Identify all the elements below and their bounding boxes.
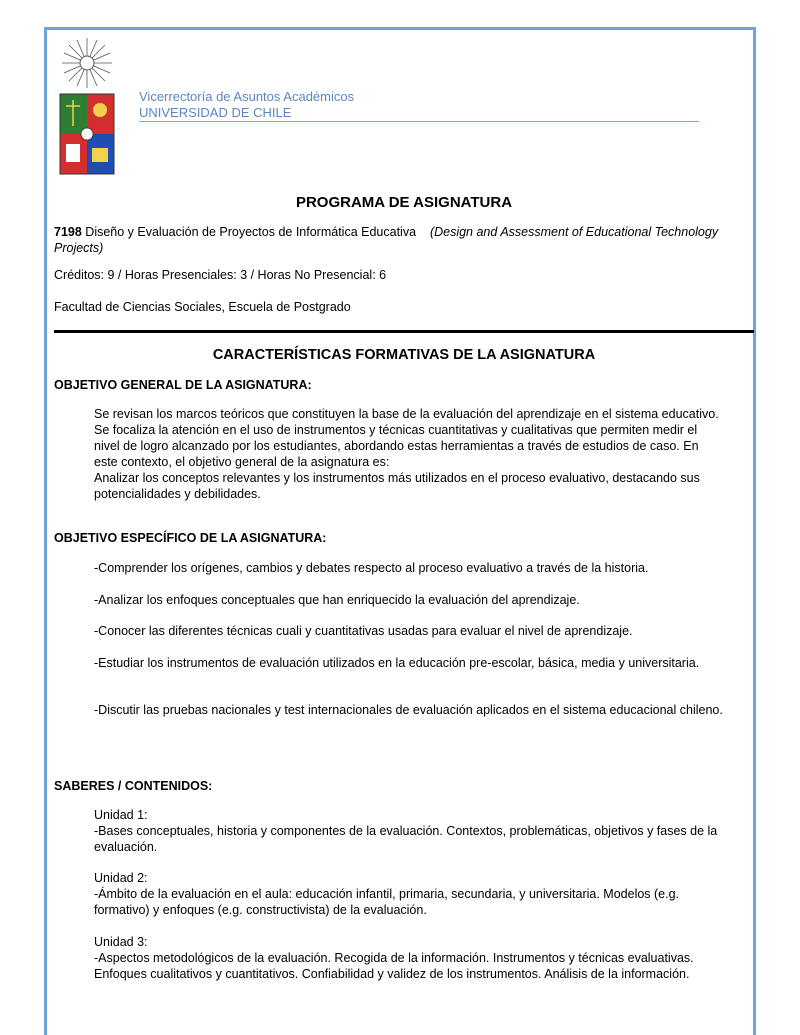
header-divider [139,121,699,122]
specific-objective-item: -Discutir las pruebas nacionales y test internacionales de evaluación aplicados en el sistema educacional chileno. [94,703,723,717]
unit-text: -Bases conceptuales, historia y componentes de la evaluación. Contextos, problemáticas, objetivos y fases de la evaluación. [94,824,718,854]
page-title: PROGRAMA DE ASIGNATURA [295,194,513,211]
shield [60,94,114,174]
university-logo [58,36,116,176]
course-code: 7198 [54,225,82,239]
org-header [139,89,699,121]
course-english-title: (Design and Assessment of Educational Technology Projects) [54,225,719,255]
unit-label: Unidad 3: [94,935,148,949]
specific-objective-item: -Comprender los orígenes, cambios y debates respecto al proceso evaluativo a través de la historia. [94,561,649,575]
specific-objective-item: -Conocer las diferentes técnicas cuali y cuantitativas usadas para evaluar el nivel de aprendizaje. [94,624,633,638]
unit-block [94,807,724,855]
section-title: CARACTERÍSTICAS FORMATIVAS DE LA ASIGNATURA [212,347,596,363]
specific-objective-heading: OBJETIVO ESPECÍFICO DE LA ASIGNATURA: [54,531,327,545]
faculty-line: Facultad de Ciencias Sociales, Escuela de Postgrado [54,300,351,314]
contents-heading: SABERES / CONTENIDOS: [54,779,213,793]
course-name [54,224,754,256]
course-title: Diseño y Evaluación de Proyectos de Informática Educativa [81,225,417,239]
unit-label: Unidad 2: [94,871,148,885]
general-objective-heading: OBJETIVO GENERAL DE LA ASIGNATURA: [54,378,312,392]
credits-line: Créditos: 9 / Horas Presenciales: 3 / Horas No Presencial: 6 [54,268,387,282]
org-name-line2: UNIVERSIDAD DE CHILE [139,105,292,120]
unit-label: Unidad 1: [94,808,148,822]
general-objective-text [94,406,724,502]
general-objective-goal: Analizar los conceptos relevantes y los instrumentos más utilizados en el proceso evaluativo, destacando sus potencialidades y debilidades. [94,471,700,501]
general-objective-paragraph: Se revisan los marcos teóricos que constituyen la base de la evaluación del aprendizaje en el sistema educativo. Se focaliza la atención en el uso de instrumentos y técnicas cuantitativas y cualitativas que permiten medir el nivel de logro alcanzado por los estudiantes, abordando estas herramientas a través de estudios de caso. En este contexto, el objetivo general de la asignatura es: [94,407,719,469]
org-name-line1: Vicerrectoría de Asuntos Académicos [139,89,355,104]
unit-block [94,870,724,918]
unit-block [94,934,724,982]
unit-text: -Aspectos metodológicos de la evaluación. Recogida de la información. Instrumentos y técnicas evaluativas. Enfoques cualitativos y cuantitativos. Confiabilidad y validez de los instrumentos. Análisis de la información. [94,951,694,981]
specific-objective-item: -Estudiar los instrumentos de evaluación utilizados en la educación pre-escolar, básica, media y universitaria. [94,656,700,670]
unit-text: -Ámbito de la evaluación en el aula: educación infantil, primaria, secundaria, y universitaria. Modelos (e.g. formativo) y enfoques (e.g. constructivista) de la evaluación. [94,887,680,917]
specific-objective-item: -Analizar los enfoques conceptuales que han enriquecido la evaluación del aprendizaje. [94,593,580,607]
section-divider [54,330,754,333]
